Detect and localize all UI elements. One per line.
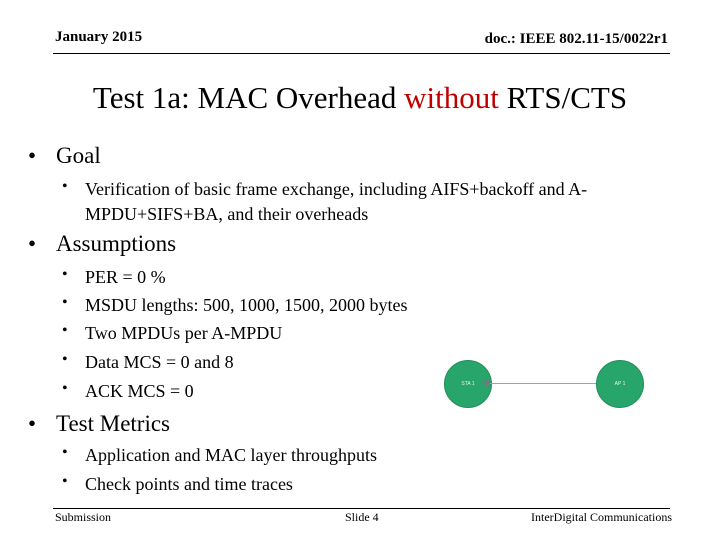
assumption-item: ACK MCS = 0 bbox=[85, 381, 194, 401]
bullet-dot: • bbox=[62, 473, 68, 490]
assumption-item: Two MPDUs per A-MPDU bbox=[85, 323, 283, 343]
arrowhead-icon bbox=[481, 379, 490, 387]
bullet-dot: • bbox=[62, 266, 68, 283]
header-divider bbox=[53, 53, 670, 54]
slide-title bbox=[0, 80, 720, 116]
footer-company: InterDigital Communications bbox=[531, 510, 672, 524]
bullet-dot: • bbox=[62, 351, 68, 368]
header-date: January 2015 bbox=[55, 29, 143, 45]
bullet-dot: • bbox=[28, 143, 37, 168]
assumption-item: PER = 0 % bbox=[85, 267, 166, 287]
section-label-assumptions: Assumptions bbox=[56, 231, 177, 256]
title-highlight: without bbox=[404, 80, 499, 115]
bullet-dot: • bbox=[28, 411, 37, 436]
assumption-item: MSDU lengths: 500, 1000, 1500, 2000 bytes bbox=[85, 295, 408, 315]
goal-item-text: Verification of basic frame exchange, including AIFS+backoff and A-MPDU+SIFS+BA, and their overheads bbox=[85, 179, 588, 224]
node-sta: STA 1 bbox=[444, 360, 492, 408]
bullet-dot: • bbox=[62, 322, 68, 339]
footer-divider bbox=[53, 508, 670, 509]
metric-item: Check points and time traces bbox=[85, 474, 293, 494]
bullet-dot: • bbox=[62, 178, 68, 195]
bullet-dot: • bbox=[62, 294, 68, 311]
node-ap: AP 1 bbox=[596, 360, 644, 408]
bullet-dot: • bbox=[62, 444, 68, 461]
title-part2: RTS/CTS bbox=[498, 80, 628, 115]
assumption-item: Data MCS = 0 and 8 bbox=[85, 352, 234, 372]
section-label-metrics: Test Metrics bbox=[56, 411, 171, 436]
footer-submission: Submission bbox=[55, 510, 112, 524]
bullet-dot: • bbox=[28, 231, 37, 256]
link-edge bbox=[490, 383, 596, 384]
title-part1: Test 1a: MAC Overhead bbox=[92, 80, 405, 115]
section-label-goal: Goal bbox=[56, 143, 101, 168]
footer-slide-number: Slide 4 bbox=[345, 510, 379, 524]
metric-item: Application and MAC layer throughputs bbox=[85, 445, 377, 465]
bullet-dot: • bbox=[62, 380, 68, 397]
header-doc-id: doc.: IEEE 802.11-15/0022r1 bbox=[484, 31, 668, 47]
